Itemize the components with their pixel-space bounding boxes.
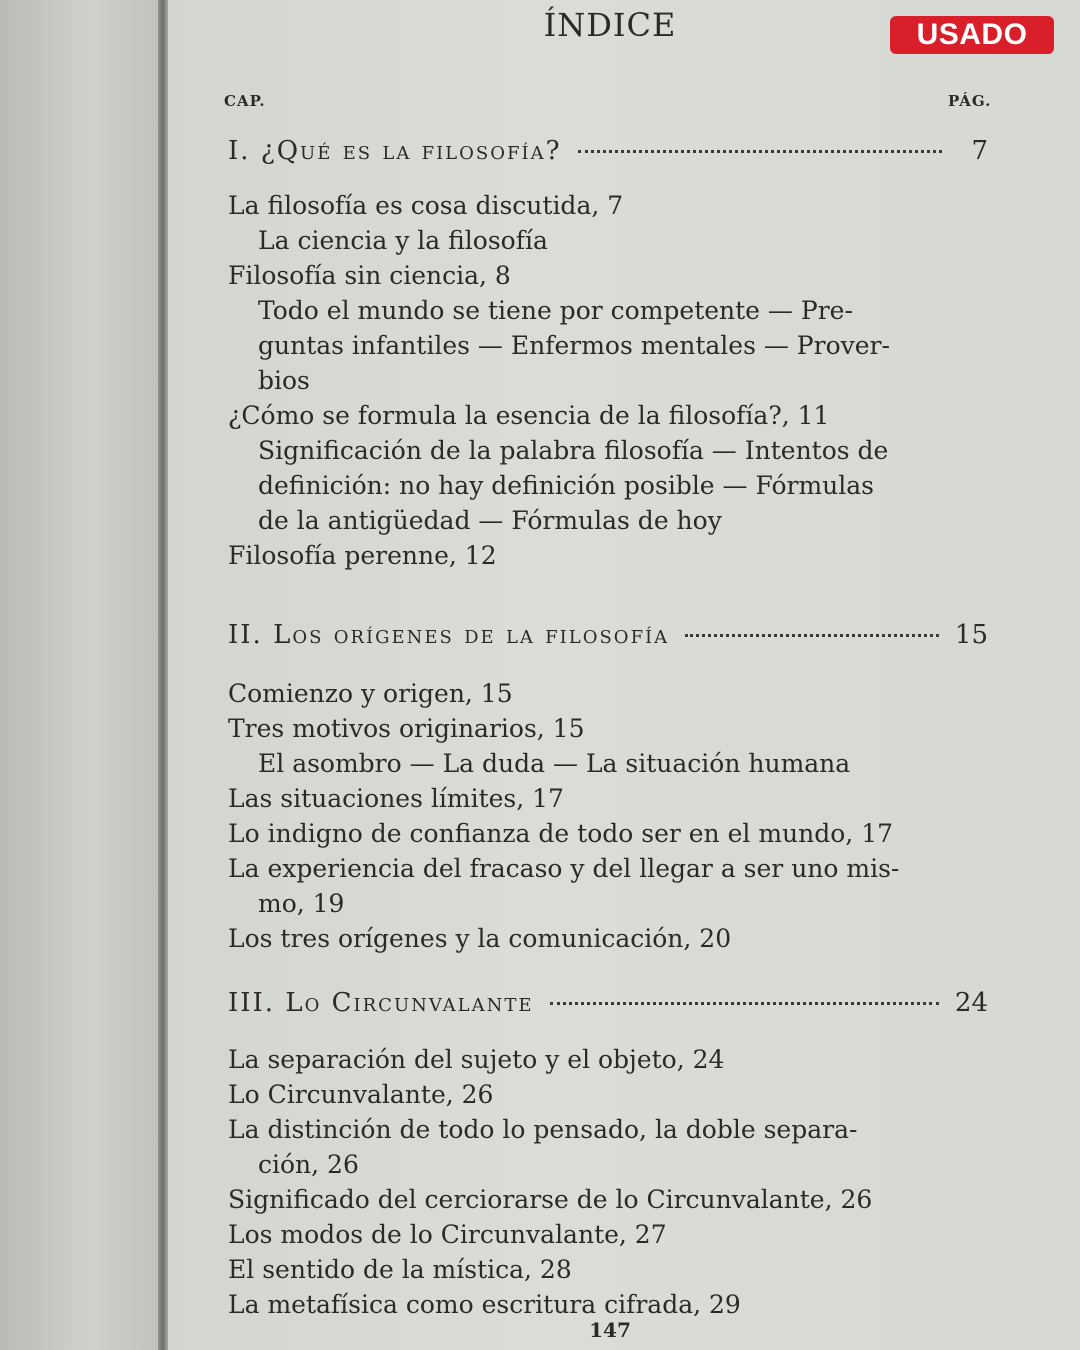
used-badge: USADO [890, 16, 1054, 54]
leader-dots [578, 150, 942, 153]
page-title: ÍNDICE [543, 6, 677, 44]
toc-subentry: guntas infantiles — Enfermos mentales — Prover- [258, 331, 890, 360]
toc-entry: La filosofía es cosa discutida, 7 [228, 191, 624, 220]
toc-entry: Lo Circunvalante, 26 [228, 1080, 494, 1109]
toc-entry: Tres motivos originarios, 15 [228, 714, 585, 743]
chapter-3-heading [228, 988, 988, 1024]
toc-entry: Comienzo y origen, 15 [228, 679, 513, 708]
toc-entry: Filosofía sin ciencia, 8 [228, 261, 511, 290]
toc-entry: ¿Cómo se formula la esencia de la filosofía?, 11 [228, 401, 830, 430]
pag-header: PÁG. [948, 92, 992, 110]
toc-entry: Significado del cerciorarse de lo Circunvalante, 26 [228, 1185, 873, 1214]
toc-subentry: Significación de la palabra filosofía — Intentos de [258, 436, 889, 465]
toc-subentry: ción, 26 [258, 1150, 359, 1179]
chapter-2-heading [228, 620, 988, 656]
toc-entry: La experiencia del fracaso y del llegar a ser uno mis- [228, 854, 900, 883]
leader-dots [685, 634, 939, 637]
left-page-edge [0, 0, 162, 1350]
chapter-page: 24 [954, 988, 988, 1018]
chapter-title: I. ¿Qué es la filosofía? [228, 136, 562, 166]
chapter-2-entries [228, 676, 918, 956]
toc-entry: El sentido de la mística, 28 [228, 1255, 572, 1284]
toc-entry: Las situaciones límites, 17 [228, 784, 564, 813]
toc-subentry: La ciencia y la filosofía [258, 226, 548, 255]
chapter-1-entries [228, 188, 918, 573]
toc-entry: La metafísica como escritura cifrada, 29 [228, 1290, 741, 1319]
toc-subentry: definición: no hay definición posible — Fórmulas [258, 471, 875, 500]
cap-header: CAP. [224, 92, 266, 110]
toc-subentry: mo, 19 [258, 889, 345, 918]
toc-entry: La separación del sujeto y el objeto, 24 [228, 1045, 725, 1074]
book-gutter [158, 0, 168, 1350]
leader-dots [550, 1002, 939, 1005]
toc-subentry: El asombro — La duda — La situación humana [258, 749, 851, 778]
toc-subentry: de la antigüedad — Fórmulas de hoy [258, 506, 722, 535]
toc-entry: Los tres orígenes y la comunicación, 20 [228, 924, 732, 953]
chapter-page: 15 [954, 620, 988, 650]
toc-subentry: bios [258, 366, 310, 395]
page-number: 147 [589, 1318, 631, 1342]
toc-entry: Los modos de lo Circunvalante, 27 [228, 1220, 667, 1249]
chapter-title: II. Los orígenes de la filosofía [228, 620, 670, 650]
chapter-page: 7 [971, 136, 988, 166]
toc-subentry: Todo el mundo se tiene por competente — Pre- [258, 296, 853, 325]
chapter-title: III. Lo Circunvalante [228, 988, 534, 1018]
toc-entry: Filosofía perenne, 12 [228, 541, 497, 570]
chapter-3-entries [228, 1042, 918, 1322]
toc-entry: La distinción de todo lo pensado, la doble separa- [228, 1115, 858, 1144]
chapter-1-heading [228, 136, 988, 172]
toc-entry: Lo indigno de confianza de todo ser en el mundo, 17 [228, 819, 894, 848]
